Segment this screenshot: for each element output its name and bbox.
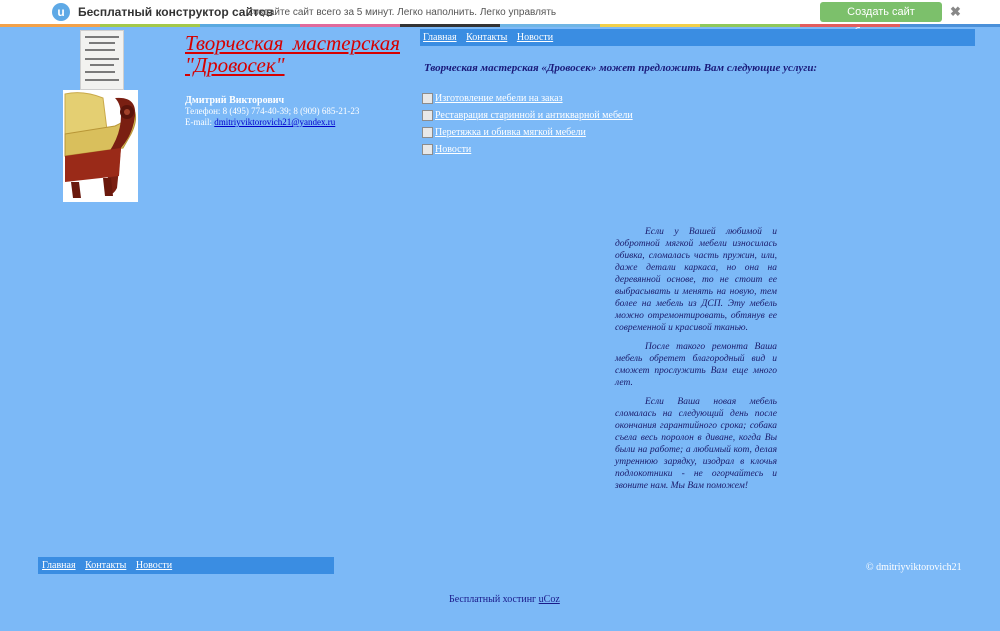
broken-image-icon xyxy=(422,127,433,138)
bottom-nav-news-link[interactable]: Новости xyxy=(135,560,173,571)
color-stripe xyxy=(0,24,1000,27)
stripe-segment xyxy=(400,24,500,27)
stripe-segment xyxy=(100,24,200,27)
stripe-segment xyxy=(500,24,600,27)
list-item xyxy=(422,127,633,144)
stripe-segment xyxy=(700,24,800,27)
services-heading: Творческая мастерская «Дровосек» может предложить Вам следующие услуги: xyxy=(424,62,818,74)
paragraph: Если у Вашей любимой и добротной мягкой мебели износилась обивка, сломалась часть пружин, или, даже детали каркаса, но она на деревянной основе, то не стоит ее выбрасывать и менять на новую, тем более на мебель из ДСП. Эту мебель можно отремонтировать, обтянув ее современной и красивой тканью. xyxy=(615,227,777,333)
stripe-segment xyxy=(900,24,1000,27)
nav-news-link[interactable]: Новости xyxy=(516,32,554,43)
close-icon[interactable]: ✖ xyxy=(950,4,961,19)
email-link[interactable]: dmitriyviktorovich21@yandex.ru xyxy=(214,117,336,127)
create-site-button[interactable]: Создать сайт xyxy=(820,2,942,22)
contact-name: Дмитрий Викторович xyxy=(185,95,285,106)
bottom-nav-home-link[interactable]: Главная xyxy=(42,560,76,571)
email-label: E-mail: xyxy=(185,117,212,127)
bottom-nav-contacts-link[interactable]: Контакты xyxy=(85,560,127,571)
list-item xyxy=(422,144,633,161)
ucoz-link[interactable]: uCoz xyxy=(538,594,560,605)
workshop-card-image xyxy=(80,30,124,90)
paragraph: Если Ваша новая мебель сломалась на следующий день после окончания гарантийного срока; собака съела весь поролон в диване, когда Вы были на работе; а любимый кот, делая утреннюю зарядку, изодрал в клочья подлокотники - не огорчайтесь и звоните нам. Мы Вам поможем! xyxy=(615,397,777,491)
bottom-nav xyxy=(38,557,334,574)
service-link-custom-furniture[interactable]: Изготовление мебели на заказ xyxy=(435,93,563,104)
stripe-segment xyxy=(0,24,100,27)
sofa-image xyxy=(63,90,138,202)
stripe-segment xyxy=(800,24,900,27)
ucoz-tagline: Создайте сайт всего за 5 минут. Легко наполнить. Легко управлять xyxy=(246,7,557,18)
stripe-segment xyxy=(300,24,400,27)
paragraph: После такого ремонта Ваша мебель обретет благородный вид и сможет прослужить Вам еще много лет. xyxy=(615,342,777,388)
broken-image-icon xyxy=(422,144,433,155)
contact-block xyxy=(185,95,359,128)
ucoz-brand-link[interactable]: Бесплатный конструктор сайтов xyxy=(78,5,274,19)
stripe-segment xyxy=(600,24,700,27)
broken-image-icon xyxy=(422,93,433,104)
stripe-segment xyxy=(200,24,300,27)
list-item xyxy=(422,93,633,110)
nav-contacts-link[interactable]: Контакты xyxy=(466,32,508,43)
hosting-footer xyxy=(449,594,560,605)
ucoz-logo-icon[interactable]: u xyxy=(52,3,70,21)
site-title[interactable]: Творческая мастерская "Дровосек" xyxy=(185,31,400,77)
top-nav xyxy=(420,29,975,46)
services-list xyxy=(422,93,633,161)
copyright-text: © dmitriyviktorovich21 xyxy=(866,562,962,573)
phone-text: Телефон: 8 (495) 774-40-39; 8 (909) 685-21-23 xyxy=(185,106,360,116)
list-item xyxy=(422,110,633,127)
service-link-upholstery[interactable]: Перетяжка и обивка мягкой мебели xyxy=(435,127,586,138)
hosting-text: Бесплатный хостинг xyxy=(449,594,537,605)
nav-home-link[interactable]: Главная xyxy=(423,32,457,43)
description-text xyxy=(615,226,777,499)
ucoz-top-bar xyxy=(0,0,1000,25)
email-row xyxy=(185,117,359,128)
service-link-news[interactable]: Новости xyxy=(435,144,472,155)
broken-image-icon xyxy=(422,110,433,121)
service-link-restoration[interactable]: Реставрация старинной и антикварной мебели xyxy=(435,110,633,121)
